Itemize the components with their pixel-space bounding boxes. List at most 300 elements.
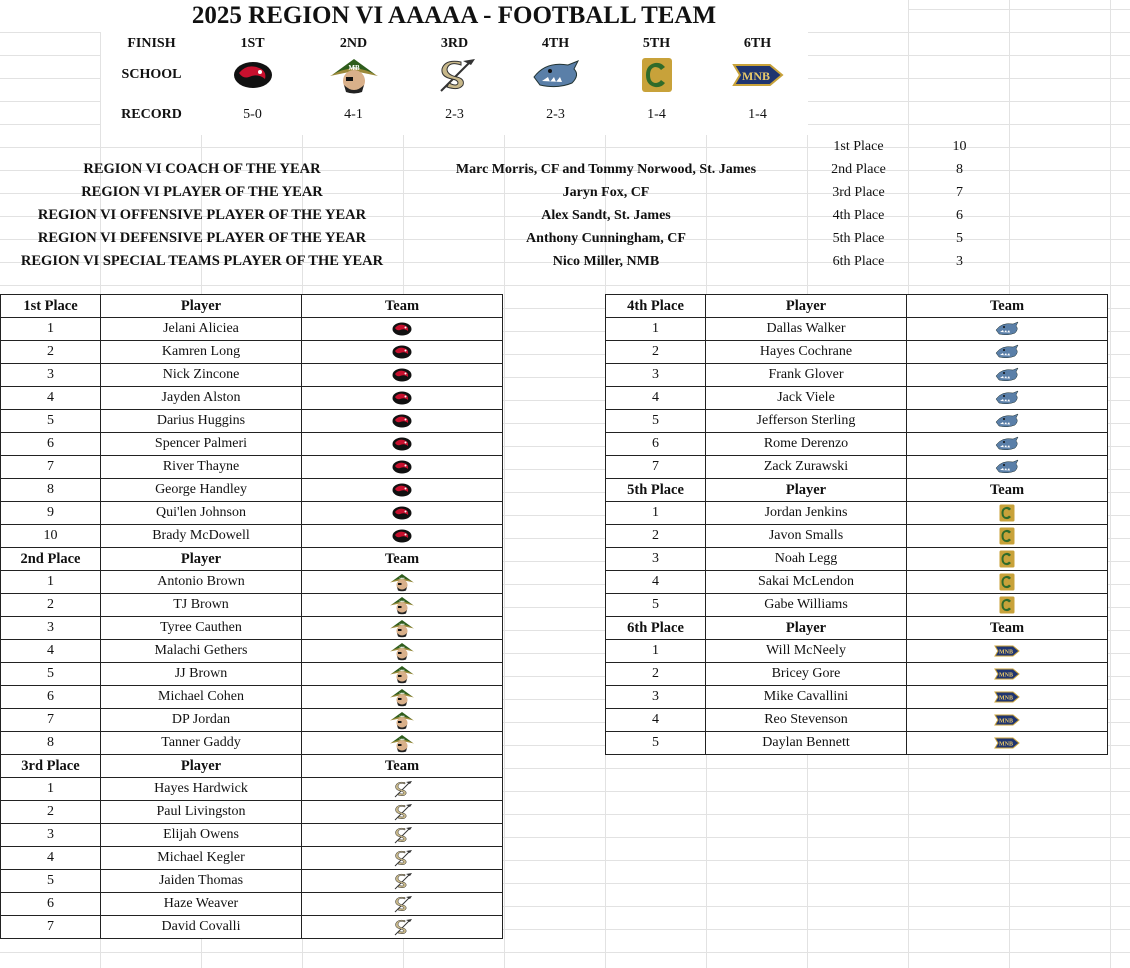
table-row [1, 709, 503, 732]
table-row [606, 548, 1108, 571]
player-rank: 8 [1, 479, 101, 502]
points-place: 2nd Place [831, 161, 886, 177]
team-logo-cell [302, 778, 503, 801]
svg-text:MB: MB [399, 576, 405, 581]
record-row [101, 95, 808, 135]
player-name: George Handley [101, 479, 302, 502]
team-logo-cell [302, 594, 503, 617]
table-row [1, 916, 503, 939]
player-name: Javon Smalls [706, 525, 907, 548]
player-name: Mike Cavallini [706, 686, 907, 709]
player-rank: 7 [1, 456, 101, 479]
player-name: Reo Stevenson [706, 709, 907, 732]
player-rank: 4 [1, 387, 101, 410]
table-row [606, 502, 1108, 525]
player-rank: 1 [606, 502, 706, 525]
stjames-s-logo-icon [427, 55, 483, 95]
team-logo-cell [907, 594, 1108, 617]
player-rank: 2 [1, 594, 101, 617]
player-rank: 3 [606, 548, 706, 571]
player-name: Frank Glover [706, 364, 907, 387]
table-row [1, 433, 503, 456]
player-name: Daylan Bennett [706, 732, 907, 755]
points-row [808, 135, 1010, 158]
svg-text:MB: MB [399, 622, 405, 627]
record-2nd: 4-1 [344, 107, 363, 122]
mb-pirate-logo-icon [388, 687, 416, 707]
player-name: Kamren Long [101, 341, 302, 364]
svg-text:MB: MB [399, 691, 405, 696]
team-col-header: Team [907, 295, 1108, 318]
player-name: Michael Cohen [101, 686, 302, 709]
award-row [0, 158, 1010, 181]
stjames-s-logo-icon [388, 848, 416, 868]
cf-logo-icon [388, 365, 416, 385]
mb-pirate-logo-icon [388, 572, 416, 592]
player-col-header: Player [101, 295, 302, 318]
svg-text:MB: MB [399, 737, 405, 742]
group-header-row [606, 479, 1108, 502]
page-title: 2025 REGION VI AAAAA - FOOTBALL TEAM [0, 0, 908, 32]
awards-list [0, 158, 1010, 273]
player-rank: 3 [606, 364, 706, 387]
shark-logo-icon [993, 457, 1021, 477]
table-row [606, 594, 1108, 617]
cf-logo-icon [225, 55, 281, 95]
shark-logo-icon [993, 319, 1021, 339]
record-6th: 1-4 [748, 107, 767, 122]
table-row [606, 387, 1108, 410]
table-row [1, 410, 503, 433]
award-row [0, 181, 1010, 204]
cf-logo-icon [388, 503, 416, 523]
table-row [1, 525, 503, 548]
team-logo-cell [907, 364, 1108, 387]
group-header-row [1, 755, 503, 778]
c-logo-icon [629, 55, 685, 95]
table-row [606, 525, 1108, 548]
mnb-logo-icon [993, 733, 1021, 753]
standings-summary [101, 32, 808, 135]
c-logo-icon [993, 526, 1021, 546]
player-name: Michael Kegler [101, 847, 302, 870]
player-rank: 5 [606, 594, 706, 617]
table-row [606, 433, 1108, 456]
player-name: Tyree Cauthen [101, 617, 302, 640]
school-shark-logo-icon [505, 55, 606, 95]
school-label: SCHOOL [121, 67, 182, 82]
player-name: Elijah Owens [101, 824, 302, 847]
award-winner: Nico Miller, NMB [552, 253, 660, 269]
shark-logo-icon [993, 388, 1021, 408]
table-row [1, 502, 503, 525]
finish-label: FINISH [127, 35, 176, 51]
player-rank: 4 [606, 709, 706, 732]
svg-text:MNB: MNB [999, 695, 1013, 702]
team-logo-cell [907, 686, 1108, 709]
player-col-header: Player [101, 755, 302, 778]
player-rank: 4 [606, 571, 706, 594]
player-rank: 3 [606, 686, 706, 709]
table-row [1, 778, 503, 801]
player-rank: 6 [1, 893, 101, 916]
team-col-header: Team [907, 617, 1108, 640]
player-name: DP Jordan [101, 709, 302, 732]
cf-logo-icon [388, 526, 416, 546]
player-name: Hayes Cochrane [706, 341, 907, 364]
table-row [1, 364, 503, 387]
team-logo-cell [907, 341, 1108, 364]
team-logo-cell [302, 387, 503, 410]
player-col-header: Player [706, 617, 907, 640]
shark-logo-icon [993, 434, 1021, 454]
player-name: Rome Derenzo [706, 433, 907, 456]
award-row [0, 250, 1010, 273]
award-winner: Alex Sandt, St. James [541, 207, 671, 223]
table-row [1, 617, 503, 640]
shark-logo-icon [993, 342, 1021, 362]
team-logo-cell [907, 548, 1108, 571]
svg-text:MNB: MNB [999, 672, 1013, 679]
player-name: Malachi Gethers [101, 640, 302, 663]
table-row [606, 318, 1108, 341]
player-rank: 5 [606, 410, 706, 433]
c-logo-icon [993, 503, 1021, 523]
group-header-row [1, 295, 503, 318]
player-name: Hayes Hardwick [101, 778, 302, 801]
mnb-logo-icon [993, 687, 1021, 707]
table-row [1, 341, 503, 364]
player-name: River Thayne [101, 456, 302, 479]
mb-pirate-logo-icon [388, 710, 416, 730]
player-name: Brady McDowell [101, 525, 302, 548]
table-row [1, 686, 503, 709]
award-label: REGION VI DEFENSIVE PLAYER OF THE YEAR [37, 230, 367, 246]
table-row [1, 640, 503, 663]
player-name: Darius Huggins [101, 410, 302, 433]
points-place: 6th Place [832, 253, 885, 269]
player-col-header: Player [706, 479, 907, 502]
player-name: Haze Weaver [101, 893, 302, 916]
team-logo-cell [907, 410, 1108, 433]
svg-text:MNB: MNB [999, 718, 1013, 725]
table-row [1, 663, 503, 686]
team-logo-cell [907, 456, 1108, 479]
award-row [0, 227, 1010, 250]
team-logo-cell [302, 893, 503, 916]
player-name: Paul Livingston [101, 801, 302, 824]
award-winner: Anthony Cunningham, CF [526, 230, 686, 246]
roster-table-right [605, 294, 1108, 755]
svg-text:MNB: MNB [999, 741, 1013, 748]
stjames-s-logo-icon [388, 779, 416, 799]
table-row [1, 456, 503, 479]
points-place: 3rd Place [832, 184, 885, 200]
player-rank: 1 [1, 318, 101, 341]
cf-logo-icon [388, 434, 416, 454]
team-logo-cell [302, 479, 503, 502]
table-row [1, 318, 503, 341]
player-name: Jelani Aliciea [101, 318, 302, 341]
team-logo-cell [302, 502, 503, 525]
team-logo-cell [907, 387, 1108, 410]
record-1st: 5-0 [243, 107, 262, 122]
school-mb-pirate-logo-icon [303, 55, 404, 95]
team-logo-cell [302, 824, 503, 847]
player-rank: 3 [1, 364, 101, 387]
team-logo-cell [302, 364, 503, 387]
record-label: RECORD [121, 107, 182, 122]
svg-text:MB: MB [399, 714, 405, 719]
player-name: Spencer Palmeri [101, 433, 302, 456]
player-name: Jefferson Sterling [706, 410, 907, 433]
player-col-header: Player [706, 295, 907, 318]
player-rank: 5 [1, 870, 101, 893]
place-3rd: 3RD [440, 35, 469, 51]
award-winner: Jaryn Fox, CF [562, 184, 650, 200]
mnb-logo-icon [993, 710, 1021, 730]
place-1st: 1ST [240, 35, 265, 51]
svg-text:MB: MB [347, 64, 360, 72]
group-title: 6th Place [606, 617, 706, 640]
team-logo-cell [907, 525, 1108, 548]
stjames-s-logo-icon [388, 917, 416, 937]
player-name: David Covalli [101, 916, 302, 939]
table-row [1, 387, 503, 410]
svg-text:MB: MB [399, 599, 405, 604]
shark-logo-icon [528, 55, 584, 95]
player-rank: 5 [1, 663, 101, 686]
shark-logo-icon [993, 411, 1021, 431]
player-rank: 6 [1, 686, 101, 709]
team-logo-cell [907, 571, 1108, 594]
place-2nd: 2ND [339, 35, 368, 51]
group-title: 4th Place [606, 295, 706, 318]
table-row [606, 456, 1108, 479]
table-row [606, 709, 1108, 732]
player-name: Bricey Gore [706, 663, 907, 686]
table-row [1, 893, 503, 916]
cf-logo-icon [388, 388, 416, 408]
player-name: Nick Zincone [101, 364, 302, 387]
record-4th: 2-3 [546, 107, 565, 122]
player-name: Jordan Jenkins [706, 502, 907, 525]
table-row [606, 410, 1108, 433]
table-row [1, 594, 503, 617]
player-rank: 4 [606, 387, 706, 410]
player-rank: 6 [606, 433, 706, 456]
c-logo-icon [993, 549, 1021, 569]
player-name: Tanner Gaddy [101, 732, 302, 755]
place-4th: 4TH [541, 35, 570, 51]
player-name: TJ Brown [101, 594, 302, 617]
team-logo-cell [302, 870, 503, 893]
group-title: 1st Place [1, 295, 101, 318]
team-logo-cell [302, 318, 503, 341]
svg-text:MNB: MNB [999, 649, 1013, 656]
player-name: Noah Legg [706, 548, 907, 571]
player-name: Qui'len Johnson [101, 502, 302, 525]
team-logo-cell [302, 709, 503, 732]
group-title: 5th Place [606, 479, 706, 502]
mnb-logo-icon [730, 55, 786, 95]
award-winner: Marc Morris, CF and Tommy Norwood, St. James [455, 161, 757, 177]
team-logo-cell [907, 318, 1108, 341]
team-logo-cell [907, 709, 1108, 732]
team-logo-cell [302, 847, 503, 870]
team-logo-cell [907, 732, 1108, 755]
player-name: Jack Viele [706, 387, 907, 410]
award-label: REGION VI COACH OF THE YEAR [83, 161, 321, 177]
points-value: 10 [952, 138, 967, 154]
mb-pirate-logo-icon [326, 55, 382, 95]
team-logo-cell [302, 456, 503, 479]
points-place: 5th Place [832, 230, 885, 246]
table-row [606, 663, 1108, 686]
place-5th: 5TH [642, 35, 671, 51]
cf-logo-icon [388, 319, 416, 339]
svg-text:MB: MB [399, 645, 405, 650]
group-title: 2nd Place [1, 548, 101, 571]
team-logo-cell [302, 640, 503, 663]
player-rank: 5 [606, 732, 706, 755]
school-row [101, 55, 808, 95]
player-name: Jayden Alston [101, 387, 302, 410]
stjames-s-logo-icon [388, 871, 416, 891]
player-rank: 7 [1, 916, 101, 939]
table-row [1, 847, 503, 870]
table-row [606, 732, 1108, 755]
team-logo-cell [302, 433, 503, 456]
shark-logo-icon [993, 365, 1021, 385]
points-value: 8 [956, 161, 963, 177]
table-row [606, 364, 1108, 387]
player-rank: 10 [1, 525, 101, 548]
team-logo-cell [907, 433, 1108, 456]
player-rank: 4 [1, 640, 101, 663]
cf-logo-icon [388, 411, 416, 431]
points-place: 1st Place [833, 138, 884, 154]
points-value: 6 [956, 207, 963, 223]
svg-text:MNB: MNB [741, 69, 770, 83]
player-rank: 3 [1, 617, 101, 640]
mb-pirate-logo-icon [388, 664, 416, 684]
team-logo-cell [302, 686, 503, 709]
player-rank: 2 [606, 525, 706, 548]
player-name: Jaiden Thomas [101, 870, 302, 893]
cf-logo-icon [388, 457, 416, 477]
player-col-header: Player [101, 548, 302, 571]
table-row [606, 640, 1108, 663]
c-logo-icon [993, 572, 1021, 592]
team-logo-cell [302, 525, 503, 548]
mb-pirate-logo-icon [388, 641, 416, 661]
team-logo-cell [907, 640, 1108, 663]
table-row [1, 824, 503, 847]
stjames-s-logo-icon [388, 894, 416, 914]
player-name: Antonio Brown [101, 571, 302, 594]
player-name: Will McNeely [706, 640, 907, 663]
mb-pirate-logo-icon [388, 733, 416, 753]
c-logo-icon [993, 595, 1021, 615]
player-rank: 8 [1, 732, 101, 755]
points-value: 5 [956, 230, 963, 246]
table-row [1, 479, 503, 502]
player-name: Gabe Williams [706, 594, 907, 617]
cf-logo-icon [388, 342, 416, 362]
player-rank: 1 [606, 318, 706, 341]
mnb-logo-icon [993, 641, 1021, 661]
player-rank: 3 [1, 824, 101, 847]
points-value: 7 [956, 184, 963, 200]
player-rank: 2 [1, 801, 101, 824]
player-rank: 2 [606, 341, 706, 364]
team-logo-cell [302, 801, 503, 824]
team-col-header: Team [302, 548, 503, 571]
table-row [606, 341, 1108, 364]
player-name: JJ Brown [101, 663, 302, 686]
award-label: REGION VI OFFENSIVE PLAYER OF THE YEAR [37, 207, 367, 223]
place-6th: 6TH [743, 35, 772, 51]
player-rank: 1 [1, 778, 101, 801]
record-5th: 1-4 [647, 107, 666, 122]
group-title: 3rd Place [1, 755, 101, 778]
points-place: 4th Place [832, 207, 885, 223]
school-c-logo-icon [606, 55, 707, 95]
record-3rd: 2-3 [445, 107, 464, 122]
svg-text:MB: MB [399, 668, 405, 673]
team-col-header: Team [302, 295, 503, 318]
player-rank: 1 [606, 640, 706, 663]
points-value: 3 [956, 253, 963, 269]
player-name: Sakai McLendon [706, 571, 907, 594]
table-row [1, 870, 503, 893]
team-logo-cell [907, 502, 1108, 525]
team-logo-cell [302, 341, 503, 364]
player-rank: 4 [1, 847, 101, 870]
award-label: REGION VI SPECIAL TEAMS PLAYER OF THE YEAR [20, 253, 384, 269]
school-mnb-logo-icon [707, 55, 808, 95]
team-logo-cell [302, 663, 503, 686]
stjames-s-logo-icon [388, 825, 416, 845]
team-logo-cell [907, 663, 1108, 686]
table-row [606, 686, 1108, 709]
player-name: Dallas Walker [706, 318, 907, 341]
group-header-row [606, 617, 1108, 640]
team-logo-cell [302, 571, 503, 594]
player-rank: 2 [1, 341, 101, 364]
mb-pirate-logo-icon [388, 595, 416, 615]
player-name: Zack Zurawski [706, 456, 907, 479]
mb-pirate-logo-icon [388, 618, 416, 638]
player-rank: 2 [606, 663, 706, 686]
player-rank: 9 [1, 502, 101, 525]
school-stjames-s-logo-icon [404, 55, 505, 95]
team-logo-cell [302, 732, 503, 755]
roster-table-left [0, 294, 503, 939]
team-col-header: Team [907, 479, 1108, 502]
school-cf-logo-icon [202, 55, 303, 95]
team-logo-cell [302, 410, 503, 433]
award-row [0, 204, 1010, 227]
finish-row [101, 32, 808, 55]
player-rank: 6 [1, 433, 101, 456]
table-row [1, 571, 503, 594]
player-rank: 7 [1, 709, 101, 732]
team-col-header: Team [302, 755, 503, 778]
cf-logo-icon [388, 480, 416, 500]
player-rank: 7 [606, 456, 706, 479]
